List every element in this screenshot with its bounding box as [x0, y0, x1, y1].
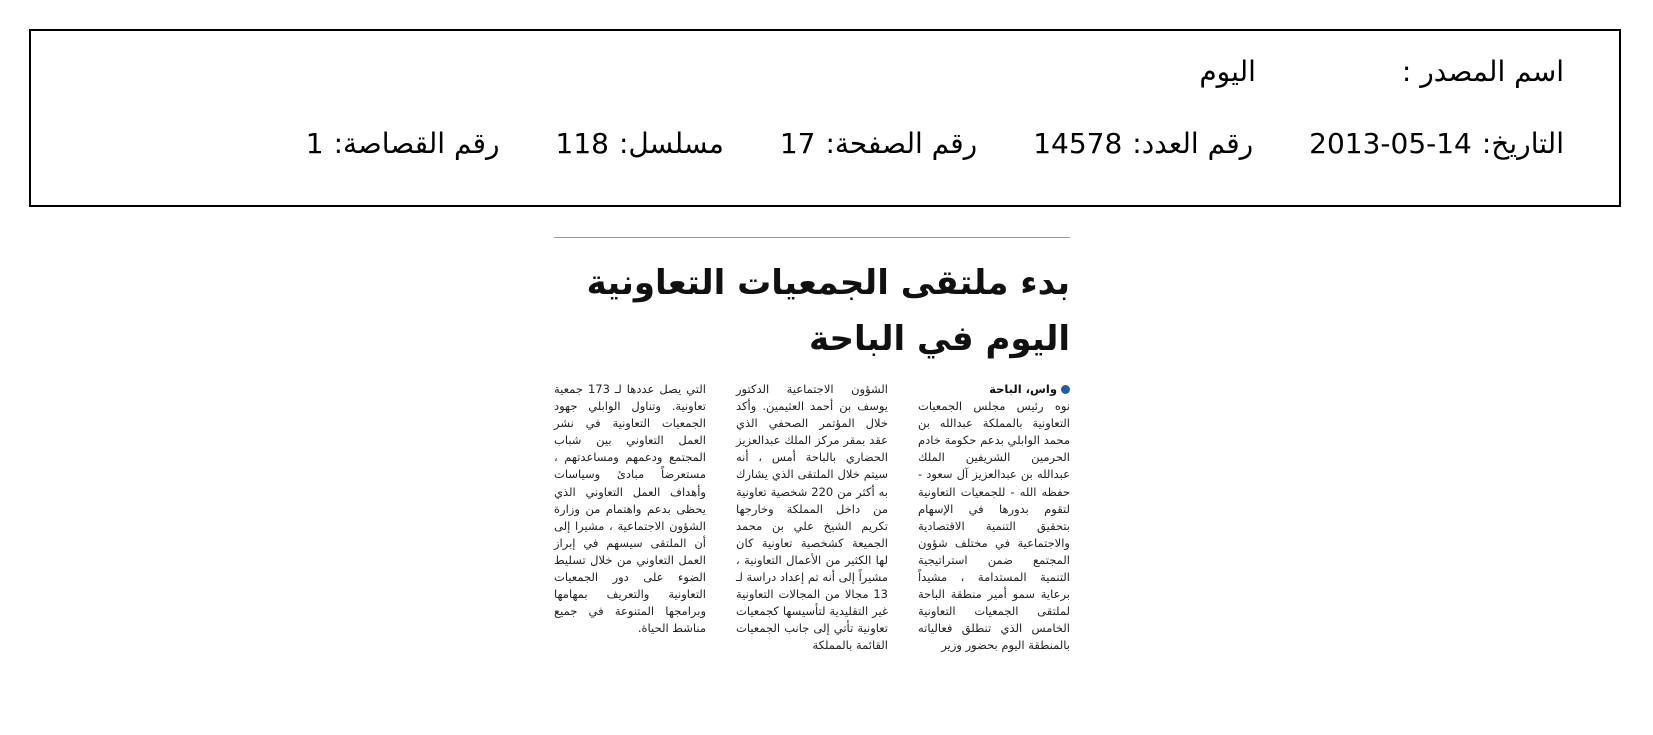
date-field [1309, 127, 1564, 160]
clip-number-value: 1 [305, 127, 324, 160]
clip-number-label: رقم القصاصة: [333, 127, 500, 160]
article-byline: واس، الباحة [989, 382, 1057, 396]
bullet-dot-icon [1061, 385, 1070, 394]
article-column-3 [554, 381, 706, 671]
clip-number-field [306, 127, 500, 160]
article-column-1 [918, 381, 1070, 671]
page-field [780, 127, 977, 160]
article-columns [554, 381, 1070, 671]
issue-value: 14578 [1033, 127, 1123, 160]
serial-label: مسلسل: [618, 127, 724, 160]
date-value: 2013-05-14 [1309, 127, 1472, 160]
source-row [1199, 55, 1564, 88]
article-column-2 [736, 381, 888, 671]
page-label: رقم الصفحة: [825, 127, 978, 160]
date-label: التاريخ: [1481, 127, 1564, 160]
article-headline: بدء ملتقى الجمعيات التعاونية اليوم في الباحة [586, 263, 1070, 359]
issue-field [1033, 127, 1253, 160]
article-column-1-text: نوه رئيس مجلس الجمعيات التعاونية بالمملكة عبدالله بن محمد الوابلي بدعم حكومة خادم الحرمين الشريفين الملك عبدالله بن عبدالعزيز آل سعود - حفظه الله - للجمعيات التعاونية لتقوم بدورها في الإسهام بتحقيق التنمية الاقتصادية والاجتماعية في مختلف شؤون المجتمع ضمن استراتيجية التنمية المستدامة ، مشيداً برعاية سمو أمير منطقة الباحة لملتقى الجمعيات التعاونية الخامس الذي تنطلق فعالياته بالمنطقة اليوم بحضور وزير [918, 399, 1070, 653]
source-value-field [1199, 55, 1256, 88]
source-label: اسم المصدر : [1401, 55, 1564, 88]
article-column-3-text: التي يصل عددها لـ 173 جمعية تعاونية. وتناول الوابلي جهود الجمعيات التعاونية في نشر العمل التعاوني بين شباب المجتمع ودعمهم ومساعدتهم ، مستعرضاً مبادئ وسياسات وأهداف العمل التعاوني الذي يحظى بدعم واهتمام من وزارة الشؤون الاجتماعية ، مشيرا إلى أن الملتقى سيسهم في إبراز العمل التعاوني من خلال تسليط الضوء على دور الجمعيات التعاونية والتعريف بمهامها وبرامجها المتنوعة في جميع مناشط الحياة. [554, 382, 706, 636]
top-rule [554, 237, 1070, 238]
source-value: اليوم [1199, 55, 1256, 88]
clipping-metadata-box [29, 29, 1621, 207]
article-column-2-text: الشؤون الاجتماعية الدكتور يوسف بن أحمد العثيمين. وأكد خلال المؤتمر الصحفي الذي عقد بمقر مركز الملك عبدالعزيز الحضاري بالباحة أمس ، أنه سيتم خلال الملتقى الذي يشارك به أكثر من 220 شخصية تعاونية من داخل المملكة وخارجها تكريم الشيخ علي بن محمد الجميعة كشخصية تعاونية كان لها الكثير من الأعمال التعاونية ، مشيراً إلى أنه تم إعداد دراسة لـ 13 مجالا من المجالات التعاونية غير التقليدية لتأسيسها كجمعيات تعاونية تأتي إلى جانب الجمعيات القائمة بالمملكة [735, 382, 888, 653]
issue-label: رقم العدد: [1132, 127, 1254, 160]
serial-value: 118 [555, 127, 609, 160]
newspaper-clipping [554, 237, 1070, 667]
serial-field [556, 127, 724, 160]
source-field [1402, 55, 1564, 88]
page-value: 17 [779, 127, 816, 160]
details-row [306, 127, 1564, 160]
